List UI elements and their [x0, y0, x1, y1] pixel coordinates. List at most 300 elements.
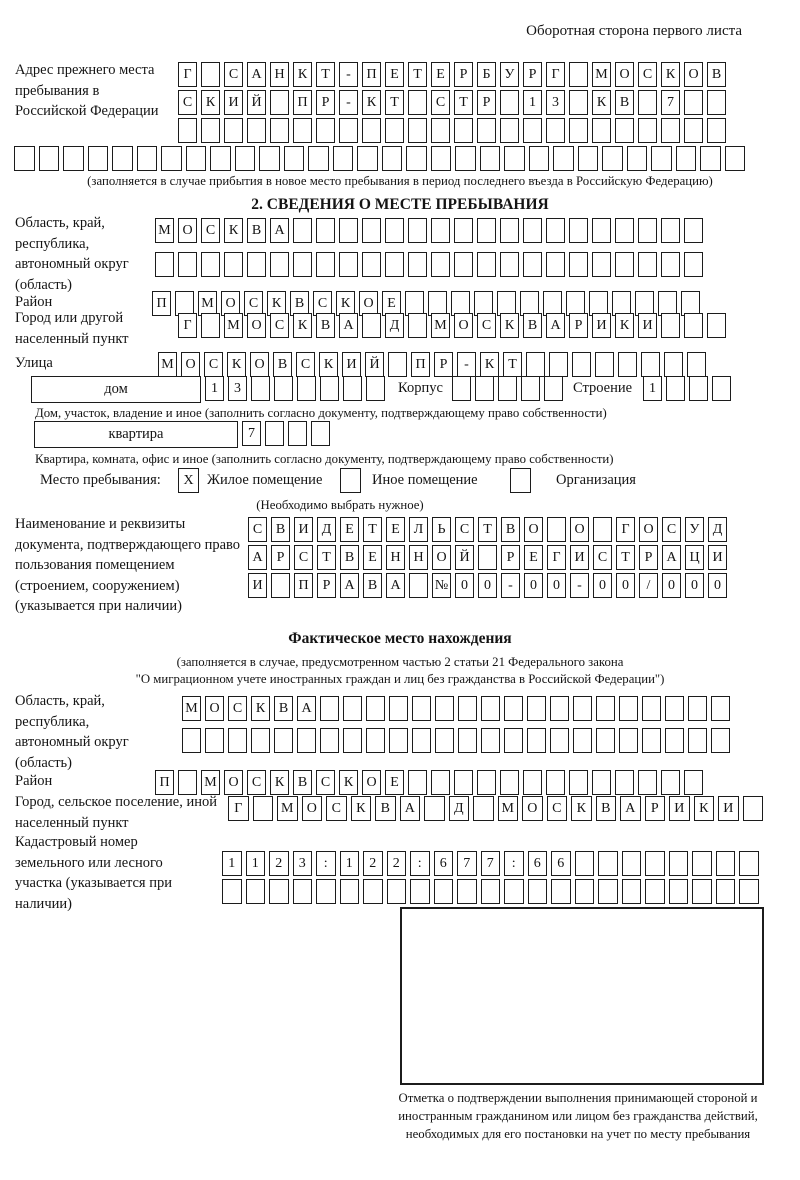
char-box[interactable]: [389, 696, 408, 721]
char-box[interactable]: Т: [385, 90, 404, 115]
char-box[interactable]: [504, 146, 525, 171]
char-box[interactable]: К: [201, 90, 220, 115]
char-box[interactable]: [661, 252, 680, 277]
char-box[interactable]: [661, 313, 680, 338]
char-box[interactable]: О: [359, 291, 378, 316]
char-box[interactable]: С: [178, 90, 197, 115]
char-box[interactable]: [618, 352, 637, 377]
char-box[interactable]: 2: [269, 851, 289, 876]
char-box[interactable]: У: [685, 517, 704, 542]
char-box[interactable]: Р: [477, 90, 496, 115]
char-box[interactable]: [569, 218, 588, 243]
char-box[interactable]: В: [293, 770, 312, 795]
char-box[interactable]: [454, 118, 473, 143]
char-box[interactable]: [523, 118, 542, 143]
char-box[interactable]: [316, 218, 335, 243]
char-box[interactable]: [293, 252, 312, 277]
char-box[interactable]: П: [362, 62, 381, 87]
char-box[interactable]: [343, 376, 362, 401]
char-box[interactable]: И: [638, 313, 657, 338]
char-box[interactable]: И: [342, 352, 361, 377]
char-box[interactable]: :: [316, 851, 336, 876]
char-box[interactable]: В: [247, 218, 266, 243]
char-box[interactable]: 0: [662, 573, 681, 598]
char-box[interactable]: [112, 146, 133, 171]
char-box[interactable]: [645, 851, 665, 876]
char-box[interactable]: [716, 879, 736, 904]
char-box[interactable]: У: [500, 62, 519, 87]
char-box[interactable]: [178, 252, 197, 277]
char-box[interactable]: И: [248, 573, 267, 598]
char-box[interactable]: [528, 879, 548, 904]
char-box[interactable]: -: [570, 573, 589, 598]
char-box[interactable]: К: [293, 313, 312, 338]
char-box[interactable]: [504, 696, 523, 721]
char-box[interactable]: Р: [501, 545, 520, 570]
char-box[interactable]: [642, 728, 661, 753]
char-box[interactable]: Е: [385, 62, 404, 87]
char-box[interactable]: П: [155, 770, 174, 795]
char-box[interactable]: 7: [242, 421, 261, 446]
char-box[interactable]: [504, 728, 523, 753]
char-box[interactable]: [481, 879, 501, 904]
char-box[interactable]: [688, 696, 707, 721]
char-box[interactable]: О: [362, 770, 381, 795]
char-box[interactable]: 1: [340, 851, 360, 876]
char-box[interactable]: С: [224, 62, 243, 87]
char-box[interactable]: Г: [547, 545, 566, 570]
char-box[interactable]: [293, 118, 312, 143]
char-box[interactable]: Н: [409, 545, 428, 570]
char-box[interactable]: [388, 352, 407, 377]
char-box[interactable]: Т: [503, 352, 522, 377]
char-box[interactable]: С: [455, 517, 474, 542]
char-box[interactable]: Т: [363, 517, 382, 542]
char-box[interactable]: [661, 770, 680, 795]
char-box[interactable]: Г: [546, 62, 565, 87]
char-box[interactable]: [293, 218, 312, 243]
char-box[interactable]: [638, 118, 657, 143]
char-box[interactable]: Б: [477, 62, 496, 87]
char-box[interactable]: [339, 118, 358, 143]
char-box[interactable]: К: [319, 352, 338, 377]
char-box[interactable]: В: [340, 545, 359, 570]
char-box[interactable]: 6: [551, 851, 571, 876]
char-box[interactable]: [259, 146, 280, 171]
char-box[interactable]: [689, 376, 708, 401]
char-box[interactable]: [642, 696, 661, 721]
char-box[interactable]: Р: [317, 573, 336, 598]
char-box[interactable]: [711, 728, 730, 753]
char-box[interactable]: [687, 352, 706, 377]
char-box[interactable]: [477, 252, 496, 277]
char-box[interactable]: [39, 146, 60, 171]
char-box[interactable]: [692, 851, 712, 876]
char-box[interactable]: Д: [385, 313, 404, 338]
char-box[interactable]: [270, 252, 289, 277]
char-box[interactable]: [575, 879, 595, 904]
char-box[interactable]: [712, 376, 731, 401]
char-box[interactable]: [454, 252, 473, 277]
organization-checkbox[interactable]: [510, 468, 531, 493]
char-box[interactable]: [385, 252, 404, 277]
char-box[interactable]: [619, 728, 638, 753]
char-box[interactable]: В: [316, 313, 335, 338]
char-box[interactable]: С: [296, 352, 315, 377]
char-box[interactable]: [251, 728, 270, 753]
char-box[interactable]: [186, 146, 207, 171]
char-box[interactable]: [669, 851, 689, 876]
char-box[interactable]: [598, 851, 618, 876]
char-box[interactable]: [333, 146, 354, 171]
char-box[interactable]: [224, 252, 243, 277]
char-box[interactable]: [297, 376, 316, 401]
char-box[interactable]: С: [593, 545, 612, 570]
char-box[interactable]: [707, 118, 726, 143]
char-box[interactable]: [155, 252, 174, 277]
char-box[interactable]: [362, 118, 381, 143]
char-box[interactable]: С: [294, 545, 313, 570]
char-box[interactable]: С: [201, 218, 220, 243]
char-box[interactable]: :: [504, 851, 524, 876]
char-box[interactable]: Н: [270, 62, 289, 87]
char-box[interactable]: [431, 770, 450, 795]
char-box[interactable]: [595, 352, 614, 377]
char-box[interactable]: 7: [661, 90, 680, 115]
char-box[interactable]: [408, 218, 427, 243]
char-box[interactable]: А: [620, 796, 641, 821]
char-box[interactable]: С: [662, 517, 681, 542]
char-box[interactable]: С: [228, 696, 247, 721]
char-box[interactable]: -: [339, 90, 358, 115]
char-box[interactable]: [665, 728, 684, 753]
char-box[interactable]: 0: [685, 573, 704, 598]
char-box[interactable]: Р: [454, 62, 473, 87]
char-box[interactable]: [63, 146, 84, 171]
char-box[interactable]: [664, 352, 683, 377]
char-box[interactable]: Д: [708, 517, 727, 542]
char-box[interactable]: [343, 728, 362, 753]
char-box[interactable]: [311, 421, 330, 446]
char-box[interactable]: [457, 879, 477, 904]
char-box[interactable]: О: [178, 218, 197, 243]
char-box[interactable]: [271, 573, 290, 598]
char-box[interactable]: О: [454, 313, 473, 338]
char-box[interactable]: К: [351, 796, 372, 821]
char-box[interactable]: А: [248, 545, 267, 570]
char-box[interactable]: К: [661, 62, 680, 87]
char-box[interactable]: 0: [593, 573, 612, 598]
char-box[interactable]: А: [546, 313, 565, 338]
char-box[interactable]: О: [247, 313, 266, 338]
char-box[interactable]: [182, 728, 201, 753]
char-box[interactable]: К: [339, 770, 358, 795]
char-box[interactable]: П: [152, 291, 171, 316]
char-box[interactable]: О: [639, 517, 658, 542]
char-box[interactable]: :: [410, 851, 430, 876]
char-box[interactable]: [619, 696, 638, 721]
char-box[interactable]: [458, 696, 477, 721]
char-box[interactable]: Д: [317, 517, 336, 542]
char-box[interactable]: С: [247, 770, 266, 795]
char-box[interactable]: [661, 218, 680, 243]
char-box[interactable]: [638, 90, 657, 115]
char-box[interactable]: [293, 879, 313, 904]
char-box[interactable]: [320, 376, 339, 401]
char-box[interactable]: Р: [271, 545, 290, 570]
char-box[interactable]: [320, 728, 339, 753]
char-box[interactable]: [235, 146, 256, 171]
char-box[interactable]: [274, 376, 293, 401]
char-box[interactable]: К: [694, 796, 715, 821]
char-box[interactable]: [362, 218, 381, 243]
char-box[interactable]: [596, 696, 615, 721]
char-box[interactable]: [523, 252, 542, 277]
char-box[interactable]: [316, 118, 335, 143]
char-box[interactable]: [569, 118, 588, 143]
char-box[interactable]: Т: [454, 90, 473, 115]
char-box[interactable]: [406, 146, 427, 171]
char-box[interactable]: И: [669, 796, 690, 821]
char-box[interactable]: М: [201, 770, 220, 795]
char-box[interactable]: Й: [365, 352, 384, 377]
char-box[interactable]: [88, 146, 109, 171]
char-box[interactable]: [500, 252, 519, 277]
char-box[interactable]: [573, 728, 592, 753]
char-box[interactable]: В: [596, 796, 617, 821]
char-box[interactable]: Р: [316, 90, 335, 115]
char-box[interactable]: [547, 517, 566, 542]
char-box[interactable]: В: [615, 90, 634, 115]
char-box[interactable]: [743, 796, 764, 821]
char-box[interactable]: [739, 851, 759, 876]
char-box[interactable]: С: [316, 770, 335, 795]
char-box[interactable]: О: [221, 291, 240, 316]
char-box[interactable]: А: [270, 218, 289, 243]
char-box[interactable]: О: [615, 62, 634, 87]
char-box[interactable]: [550, 696, 569, 721]
char-box[interactable]: В: [375, 796, 396, 821]
char-box[interactable]: [592, 252, 611, 277]
char-box[interactable]: К: [224, 218, 243, 243]
char-box[interactable]: 0: [547, 573, 566, 598]
char-box[interactable]: [573, 696, 592, 721]
char-box[interactable]: [320, 696, 339, 721]
char-box[interactable]: [161, 146, 182, 171]
char-box[interactable]: Р: [639, 545, 658, 570]
char-box[interactable]: К: [500, 313, 519, 338]
char-box[interactable]: [645, 879, 665, 904]
char-box[interactable]: [270, 118, 289, 143]
char-box[interactable]: [224, 118, 243, 143]
char-box[interactable]: [412, 696, 431, 721]
char-box[interactable]: Е: [363, 545, 382, 570]
char-box[interactable]: [711, 696, 730, 721]
char-box[interactable]: [454, 770, 473, 795]
char-box[interactable]: [666, 376, 685, 401]
char-box[interactable]: А: [339, 313, 358, 338]
char-box[interactable]: В: [707, 62, 726, 87]
char-box[interactable]: [366, 728, 385, 753]
char-box[interactable]: [408, 313, 427, 338]
char-box[interactable]: [455, 146, 476, 171]
char-box[interactable]: С: [244, 291, 263, 316]
char-box[interactable]: [500, 770, 519, 795]
char-box[interactable]: [546, 770, 565, 795]
char-box[interactable]: [551, 879, 571, 904]
char-box[interactable]: [408, 770, 427, 795]
char-box[interactable]: М: [155, 218, 174, 243]
char-box[interactable]: А: [386, 573, 405, 598]
char-box[interactable]: 1: [222, 851, 242, 876]
char-box[interactable]: [598, 879, 618, 904]
char-box[interactable]: [523, 770, 542, 795]
char-box[interactable]: [408, 252, 427, 277]
char-box[interactable]: Й: [455, 545, 474, 570]
char-box[interactable]: [222, 879, 242, 904]
char-box[interactable]: [363, 879, 383, 904]
char-box[interactable]: [527, 696, 546, 721]
char-box[interactable]: 7: [481, 851, 501, 876]
char-box[interactable]: О: [432, 545, 451, 570]
char-box[interactable]: [228, 728, 247, 753]
char-box[interactable]: [178, 118, 197, 143]
char-box[interactable]: [500, 90, 519, 115]
char-box[interactable]: М: [224, 313, 243, 338]
char-box[interactable]: 0: [455, 573, 474, 598]
char-box[interactable]: О: [250, 352, 269, 377]
char-box[interactable]: [638, 252, 657, 277]
char-box[interactable]: [529, 146, 550, 171]
char-box[interactable]: [431, 118, 450, 143]
char-box[interactable]: [716, 851, 736, 876]
char-box[interactable]: К: [227, 352, 246, 377]
char-box[interactable]: С: [547, 796, 568, 821]
char-box[interactable]: К: [571, 796, 592, 821]
char-box[interactable]: [676, 146, 697, 171]
char-box[interactable]: [201, 118, 220, 143]
char-box[interactable]: [477, 218, 496, 243]
char-box[interactable]: /: [639, 573, 658, 598]
char-box[interactable]: [316, 879, 336, 904]
char-box[interactable]: С: [248, 517, 267, 542]
char-box[interactable]: Е: [524, 545, 543, 570]
char-box[interactable]: [14, 146, 35, 171]
char-box[interactable]: [385, 218, 404, 243]
char-box[interactable]: Г: [178, 313, 197, 338]
char-box[interactable]: С: [204, 352, 223, 377]
char-box[interactable]: [269, 879, 289, 904]
char-box[interactable]: [477, 770, 496, 795]
char-box[interactable]: [210, 146, 231, 171]
char-box[interactable]: [387, 879, 407, 904]
char-box[interactable]: [366, 696, 385, 721]
char-box[interactable]: [665, 696, 684, 721]
char-box[interactable]: [615, 218, 634, 243]
char-box[interactable]: [478, 545, 497, 570]
char-box[interactable]: О: [524, 517, 543, 542]
char-box[interactable]: И: [224, 90, 243, 115]
char-box[interactable]: [692, 879, 712, 904]
char-box[interactable]: 0: [616, 573, 635, 598]
char-box[interactable]: К: [267, 291, 286, 316]
char-box[interactable]: [477, 118, 496, 143]
char-box[interactable]: М: [498, 796, 519, 821]
char-box[interactable]: [627, 146, 648, 171]
char-box[interactable]: [408, 118, 427, 143]
char-box[interactable]: Р: [569, 313, 588, 338]
char-box[interactable]: [435, 696, 454, 721]
char-box[interactable]: [622, 879, 642, 904]
char-box[interactable]: В: [363, 573, 382, 598]
char-box[interactable]: Е: [386, 517, 405, 542]
char-box[interactable]: [410, 879, 430, 904]
char-box[interactable]: [431, 218, 450, 243]
char-box[interactable]: [297, 728, 316, 753]
char-box[interactable]: [431, 252, 450, 277]
residential-checkbox[interactable]: X: [178, 468, 199, 493]
char-box[interactable]: К: [293, 62, 312, 87]
char-box[interactable]: [288, 421, 307, 446]
char-box[interactable]: Е: [382, 291, 401, 316]
char-box[interactable]: [246, 879, 266, 904]
char-box[interactable]: [615, 118, 634, 143]
char-box[interactable]: Р: [523, 62, 542, 87]
char-box[interactable]: [473, 796, 494, 821]
char-box[interactable]: [684, 90, 703, 115]
char-box[interactable]: Т: [408, 62, 427, 87]
char-box[interactable]: К: [592, 90, 611, 115]
char-box[interactable]: Ь: [432, 517, 451, 542]
char-box[interactable]: Г: [228, 796, 249, 821]
char-box[interactable]: [684, 218, 703, 243]
char-box[interactable]: [434, 879, 454, 904]
char-box[interactable]: [498, 376, 517, 401]
char-box[interactable]: [366, 376, 385, 401]
char-box[interactable]: [265, 421, 284, 446]
char-box[interactable]: В: [523, 313, 542, 338]
char-box[interactable]: [544, 376, 563, 401]
char-box[interactable]: [622, 851, 642, 876]
char-box[interactable]: [504, 879, 524, 904]
char-box[interactable]: [569, 90, 588, 115]
char-box[interactable]: [578, 146, 599, 171]
char-box[interactable]: К: [251, 696, 270, 721]
char-box[interactable]: В: [274, 696, 293, 721]
char-box[interactable]: [475, 376, 494, 401]
char-box[interactable]: Н: [386, 545, 405, 570]
char-box[interactable]: [362, 252, 381, 277]
char-box[interactable]: [458, 728, 477, 753]
char-box[interactable]: П: [411, 352, 430, 377]
char-box[interactable]: [137, 146, 158, 171]
char-box[interactable]: 6: [528, 851, 548, 876]
char-box[interactable]: [684, 118, 703, 143]
char-box[interactable]: В: [501, 517, 520, 542]
char-box[interactable]: В: [271, 517, 290, 542]
char-box[interactable]: [339, 252, 358, 277]
char-box[interactable]: Д: [449, 796, 470, 821]
char-box[interactable]: 1: [205, 376, 224, 401]
char-box[interactable]: [431, 146, 452, 171]
char-box[interactable]: М: [277, 796, 298, 821]
char-box[interactable]: [424, 796, 445, 821]
char-box[interactable]: С: [638, 62, 657, 87]
char-box[interactable]: [274, 728, 293, 753]
char-box[interactable]: [253, 796, 274, 821]
char-box[interactable]: 2: [363, 851, 383, 876]
char-box[interactable]: [651, 146, 672, 171]
